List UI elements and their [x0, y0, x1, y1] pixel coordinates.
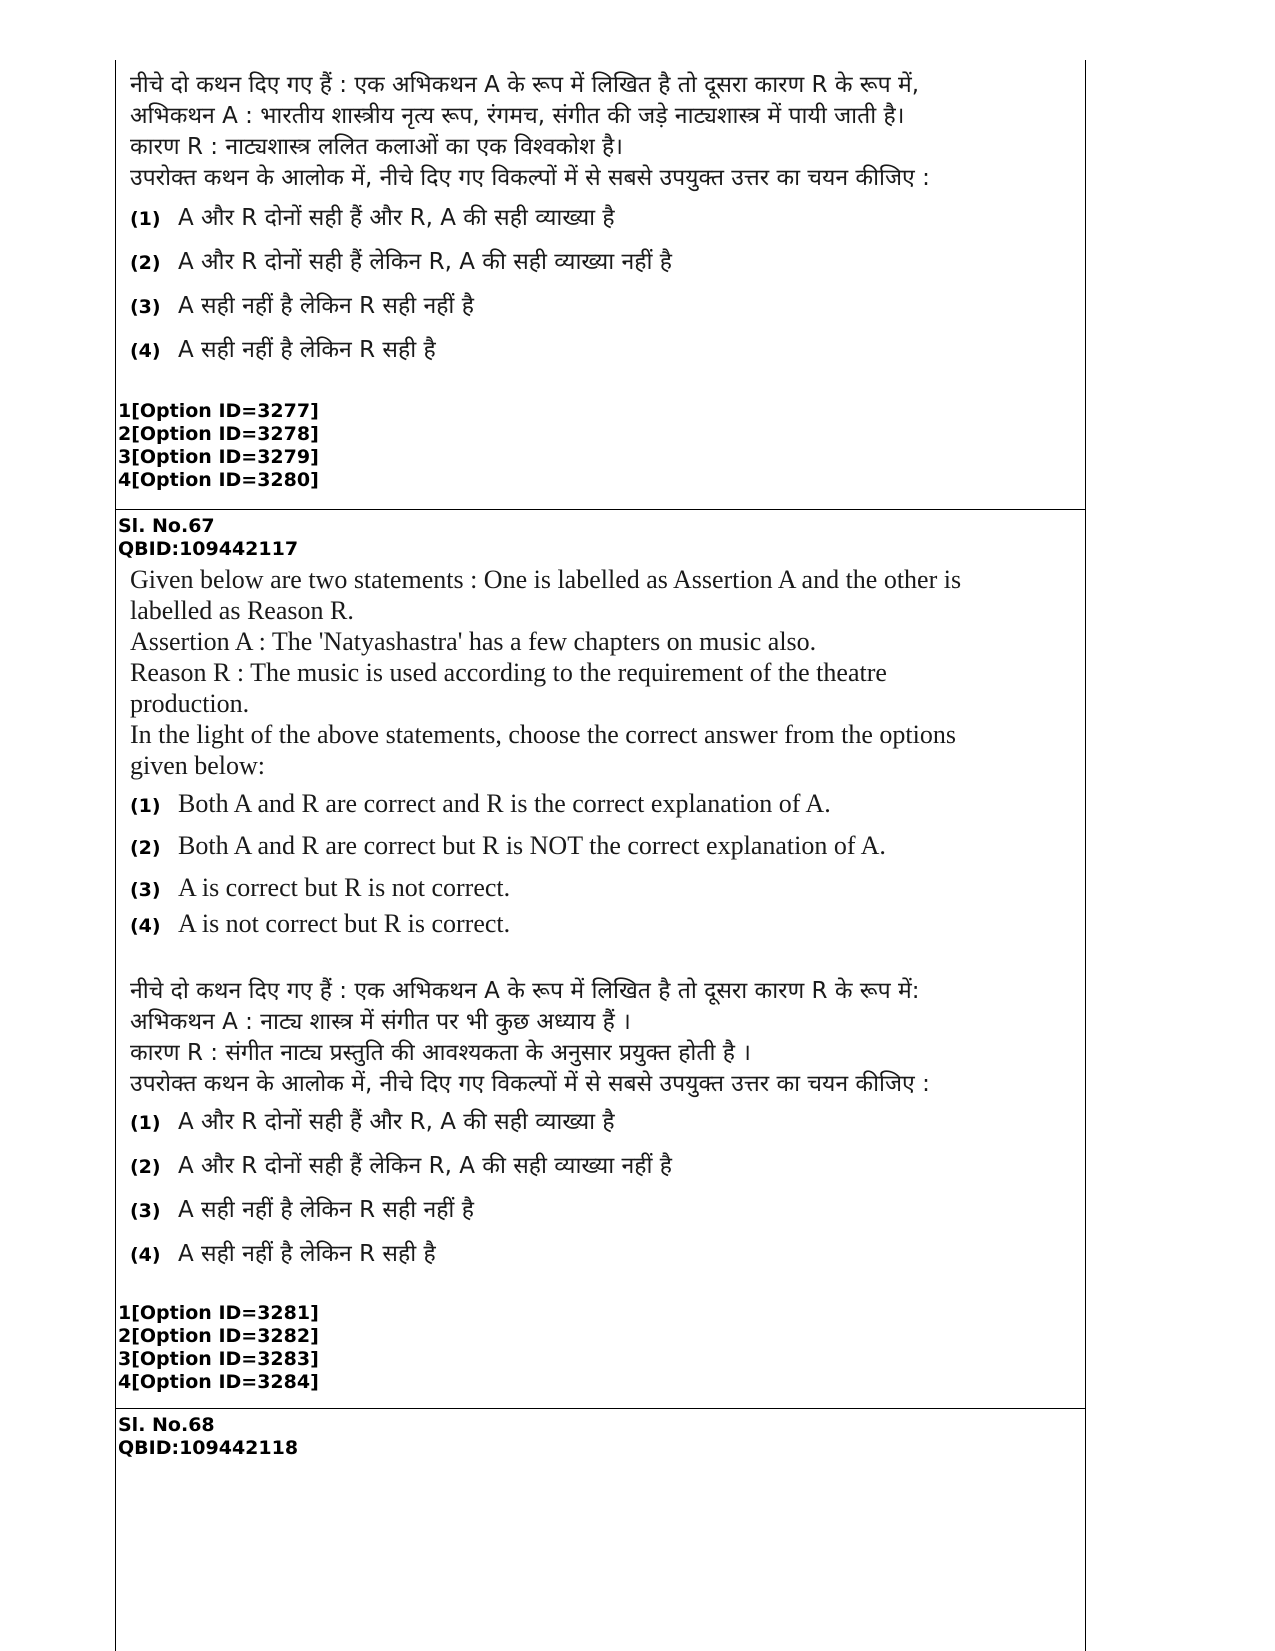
option-item	[130, 332, 1085, 376]
statement-line: given below:	[130, 751, 266, 780]
q66-options	[116, 200, 1085, 376]
option-id: 2[Option ID=3278]	[118, 423, 319, 445]
q66-hindi-statement	[116, 70, 1085, 194]
qbid: QBID:109442117	[118, 538, 299, 560]
option-number: (4)	[130, 915, 161, 937]
option-id: 3[Option ID=3283]	[118, 1348, 319, 1370]
statement-line: In the light of the above statements, choose the correct answer from the options	[130, 720, 956, 749]
question-67-block	[116, 509, 1085, 1409]
statement-line: उपरोक्त कथन के आलोक में, नीचे दिए गए विकल्पों में से सबसे उपयुक्त उत्तर का चयन कीजिए :	[130, 1071, 930, 1097]
option-number: (4)	[130, 1244, 161, 1266]
option-number: (4)	[130, 340, 161, 362]
option-text: A सही नहीं है लेकिन R सही है	[178, 1241, 436, 1267]
option-item	[130, 1148, 1085, 1192]
option-number: (1)	[130, 795, 161, 817]
option-id: 4[Option ID=3284]	[118, 1371, 319, 1393]
statement-line: कारण R : संगीत नाट्य प्रस्तुति की आवश्यकता के अनुसार प्रयुक्त होती है ।	[130, 1040, 751, 1066]
option-text: A सही नहीं है लेकिन R सही नहीं है	[178, 1197, 474, 1223]
statement-line: कारण R : नाट्यशास्त्र ललित कलाओं का एक विश्वकोश है।	[130, 134, 623, 160]
option-text: Both A and R are correct and R is the correct explanation of A.	[178, 789, 831, 818]
option-number: (3)	[130, 879, 161, 901]
q67-option-ids	[116, 1302, 1085, 1394]
option-text: A और R दोनों सही हैं और R, A की सही व्याख्या है	[178, 205, 615, 231]
option-id: 3[Option ID=3279]	[118, 446, 319, 468]
option-item	[130, 244, 1085, 288]
option-id: 4[Option ID=3280]	[118, 469, 319, 491]
option-number: (2)	[130, 252, 161, 274]
option-text: A is correct but R is not correct.	[178, 873, 511, 902]
option-item	[130, 1104, 1085, 1148]
q67-english-options	[116, 789, 1085, 945]
question-paper-frame	[115, 60, 1086, 1651]
serial-number: Sl. No.68	[118, 1414, 215, 1436]
statement-line: नीचे दो कथन दिए गए हैं : एक अभिकथन A के रूप में लिखित है तो दूसरा कारण R के रूप में:	[130, 978, 920, 1004]
option-text: A is not correct but R is correct.	[178, 909, 511, 938]
statement-line: Reason R : The music is used according to the requirement of the theatre	[130, 658, 887, 687]
q67-hindi-statement	[116, 976, 1085, 1100]
option-text: A सही नहीं है लेकिन R सही है	[178, 337, 436, 363]
option-item	[130, 200, 1085, 244]
option-text: A सही नहीं है लेकिन R सही नहीं है	[178, 293, 474, 319]
option-number: (3)	[130, 296, 161, 318]
question-68-block	[116, 1408, 1085, 1651]
q67-english-statement	[116, 564, 1085, 781]
qbid: QBID:109442118	[118, 1437, 299, 1459]
option-id: 2[Option ID=3282]	[118, 1325, 319, 1347]
q67-header	[116, 515, 1085, 561]
option-text: A और R दोनों सही हैं लेकिन R, A की सही व्याख्या नहीं है	[178, 1153, 672, 1179]
option-id: 1[Option ID=3277]	[118, 400, 319, 422]
option-item	[130, 1192, 1085, 1236]
option-number: (1)	[130, 208, 161, 230]
serial-number: Sl. No.67	[118, 515, 215, 537]
option-id: 1[Option ID=3281]	[118, 1302, 319, 1324]
statement-line: अभिकथन A : नाट्य शास्त्र में संगीत पर भी कुछ अध्याय हैं ।	[130, 1009, 631, 1035]
statement-line: अभिकथन A : भारतीय शास्त्रीय नृत्य रूप, रंगमच, संगीत की जड़े नाट्यशास्त्र में पायी जाती है।	[130, 103, 905, 129]
statement-line: नीचे दो कथन दिए गए हैं : एक अभिकथन A के रूप में लिखित है तो दूसरा कारण R के रूप में,	[130, 72, 920, 98]
statement-line: उपरोक्त कथन के आलोक में, नीचे दिए गए विकल्पों में से सबसे उपयुक्त उत्तर का चयन कीजिए :	[130, 165, 930, 191]
statement-line: production.	[130, 689, 250, 718]
option-number: (3)	[130, 1200, 161, 1222]
option-item	[130, 288, 1085, 332]
q68-header	[116, 1414, 1085, 1460]
option-item	[130, 831, 1085, 873]
statement-line: Given below are two statements : One is labelled as Assertion A and the other is	[130, 565, 962, 594]
option-number: (2)	[130, 1156, 161, 1178]
option-item	[130, 1236, 1085, 1280]
option-number: (1)	[130, 1112, 161, 1134]
option-item	[130, 909, 1085, 945]
statement-line: labelled as Reason R.	[130, 596, 354, 625]
q67-hindi-options	[116, 1104, 1085, 1280]
option-number: (2)	[130, 837, 161, 859]
option-text: A और R दोनों सही हैं और R, A की सही व्याख्या है	[178, 1109, 615, 1135]
option-text: A और R दोनों सही हैं लेकिन R, A की सही व्याख्या नहीं है	[178, 249, 672, 275]
option-text: Both A and R are correct but R is NOT the correct explanation of A.	[178, 831, 886, 860]
statement-line: Assertion A : The 'Natyashastra' has a few chapters on music also.	[130, 627, 817, 656]
option-item	[130, 789, 1085, 831]
q66-option-ids	[116, 400, 1085, 492]
option-item	[130, 873, 1085, 909]
question-66-block	[116, 60, 1085, 510]
